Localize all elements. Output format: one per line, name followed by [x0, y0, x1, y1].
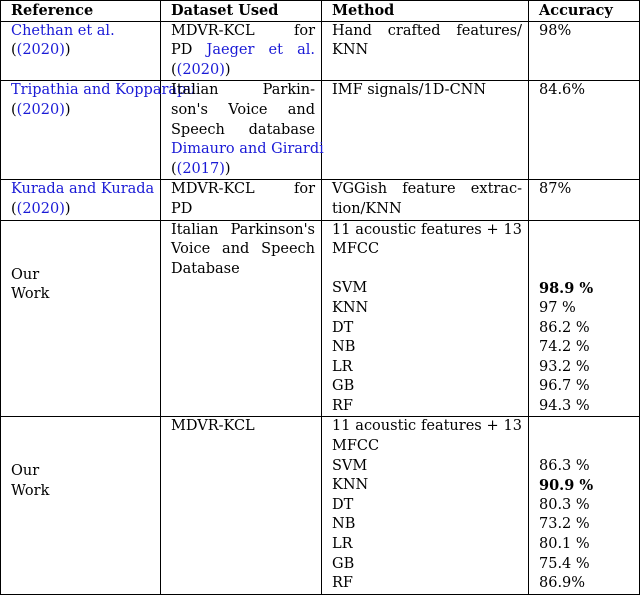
- method-cell: [322, 21, 529, 81]
- method-cell: [322, 180, 529, 220]
- dataset-text: MDVR-KCL: [171, 418, 255, 435]
- method-text: MFCC: [332, 438, 380, 455]
- method-rf: RF: [332, 575, 353, 592]
- method-lr: LR: [332, 536, 353, 553]
- dataset-cell: Italian Parkin- son's Voice and Speech database Dimauro and Girardi ((2017)): [161, 81, 322, 180]
- citation-year-link[interactable]: (2017): [176, 160, 225, 177]
- method-lr: LR: [332, 358, 353, 375]
- table-row: [1, 180, 640, 220]
- reference-cell: Tripathia and Kopparapu ((2020)): [1, 81, 161, 180]
- citation-link[interactable]: Dimauro and Girardi: [171, 141, 324, 158]
- method-cell: IMF signals/1D-CNN: [322, 81, 529, 180]
- table-row-our-work-1: [1, 220, 640, 417]
- header-accuracy: Accuracy: [529, 1, 640, 22]
- accuracy-knn: 90.9 %: [539, 477, 594, 495]
- dataset-text: MDVR-KCL for: [171, 181, 315, 198]
- accuracy-gb: 75.4 %: [539, 555, 590, 572]
- dataset-text: Italian Parkin-: [171, 82, 315, 99]
- accuracy-cell: [529, 417, 640, 594]
- accuracy-gb: 96.7 %: [539, 378, 590, 395]
- our-work-label: Our: [11, 266, 40, 283]
- dataset-text: Italian Parkinson's: [171, 221, 315, 238]
- our-work-label: Our: [11, 463, 40, 480]
- citation-link[interactable]: Tripathia and Kopparapu: [11, 82, 196, 99]
- method-dt: DT: [332, 496, 354, 513]
- accuracy-dt: 80.3 %: [539, 496, 590, 513]
- citation-link[interactable]: Chethan et al.: [11, 22, 115, 39]
- table-row-our-work-2: [1, 417, 640, 594]
- our-work-label: Work: [11, 483, 50, 500]
- header-reference: Reference: [1, 1, 161, 22]
- method-cell: [322, 220, 529, 417]
- accuracy-knn: 97 %: [539, 299, 576, 316]
- table-row: [1, 21, 640, 81]
- reference-cell: Kurada and Kurada ((2020)): [1, 180, 161, 220]
- accuracy-svm: 98.9 %: [539, 280, 594, 298]
- dataset-text: son's Voice and: [171, 101, 315, 118]
- method-nb: NB: [332, 339, 356, 356]
- table-row: [1, 81, 640, 180]
- accuracy-lr: 80.1 %: [539, 536, 590, 553]
- method-dt: DT: [332, 319, 354, 336]
- dataset-cell: [161, 220, 322, 417]
- header-row: [1, 1, 640, 22]
- header-method: Method: [322, 1, 529, 22]
- citation-year-link[interactable]: (2020): [176, 61, 225, 78]
- reference-cell: Chethan et al. ((2020)): [1, 21, 161, 81]
- accuracy-cell: [529, 220, 640, 417]
- header-dataset: Dataset Used: [161, 1, 322, 22]
- method-nb: NB: [332, 516, 356, 533]
- method-text: VGGish feature extrac-: [332, 181, 522, 198]
- method-text: 11 acoustic features + 13: [332, 221, 522, 238]
- dataset-text: Voice and Speech: [171, 241, 315, 258]
- citation-link[interactable]: Jaeger et al.: [206, 42, 315, 59]
- accuracy-cell: 84.6%: [529, 81, 640, 180]
- dataset-cell: [161, 417, 322, 594]
- citation-year-link[interactable]: (2020): [16, 42, 65, 59]
- method-cell: [322, 417, 529, 594]
- method-svm: SVM: [332, 280, 368, 297]
- reference-cell: [1, 417, 161, 594]
- method-text: tion/KNN: [332, 200, 402, 217]
- method-text: MFCC: [332, 241, 380, 258]
- citation-year-link[interactable]: (2020): [16, 200, 65, 217]
- our-work-label: Work: [11, 286, 50, 303]
- dataset-text: PD: [171, 200, 193, 217]
- method-text: KNN: [332, 42, 369, 59]
- method-rf: RF: [332, 397, 353, 414]
- dataset-text: MDVR-KCL for: [171, 22, 315, 39]
- accuracy-lr: 93.2 %: [539, 358, 590, 375]
- reference-cell: [1, 220, 161, 417]
- dataset-text: Database: [171, 260, 240, 277]
- method-gb: GB: [332, 555, 355, 572]
- accuracy-rf: 94.3 %: [539, 397, 590, 414]
- dataset-text: Speech database: [171, 121, 315, 138]
- accuracy-nb: 74.2 %: [539, 339, 590, 356]
- method-gb: GB: [332, 378, 355, 395]
- accuracy-svm: 86.3 %: [539, 457, 590, 474]
- method-text: 11 acoustic features + 13: [332, 418, 522, 435]
- citation-link[interactable]: Kurada and Kurada: [11, 181, 155, 198]
- method-text: Hand crafted features/: [332, 22, 522, 39]
- method-svm: SVM: [332, 457, 368, 474]
- method-knn: KNN: [332, 299, 369, 316]
- accuracy-cell: 87%: [529, 180, 640, 220]
- dataset-cell: MDVR-KCL for PD Jaeger et al. ((2020)): [161, 21, 322, 81]
- method-knn: KNN: [332, 477, 369, 494]
- citation-year-link[interactable]: (2020): [16, 101, 65, 118]
- dataset-cell: [161, 180, 322, 220]
- dataset-text: PD: [171, 42, 193, 59]
- accuracy-cell: 98%: [529, 21, 640, 81]
- accuracy-nb: 73.2 %: [539, 516, 590, 533]
- accuracy-dt: 86.2 %: [539, 319, 590, 336]
- accuracy-rf: 86.9%: [539, 575, 586, 592]
